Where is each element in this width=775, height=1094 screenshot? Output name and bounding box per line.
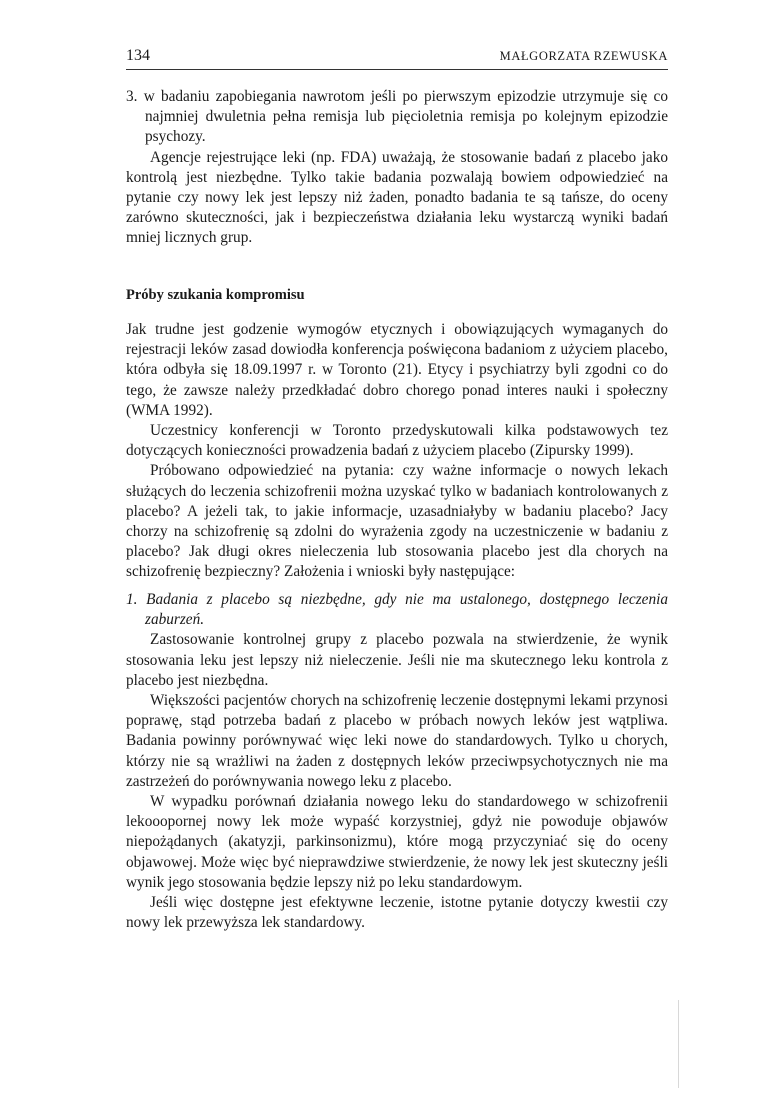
text-block-section [126,320,668,583]
text-block-opening [126,87,668,249]
paragraph-participants: Uczestnicy konferencji w Toronto przedyskutowali kilka podstawowych tez dotyczących konieczności prowadzenia badań z użyciem placebo (Zipursky 1999). [126,422,668,460]
list-item-3: 3. w badaniu zapobiegania nawrotom jeśli po pierwszym epizodzie utrzymuje się co najmniej dwuletnia pełna remisja lub pięcioletnia remisja po kolejnym epizodzie psychozy. [126,88,668,146]
point-1-title: 1. Badania z placebo są niezbędne, gdy nie ma ustalonego, dostępnego leczenia zaburzeń. [126,591,668,629]
page-number: 134 [126,47,150,64]
paragraph-comparisons: W wypadku porównań działania nowego leku do standardowego w schizofrenii lekooopornej nowy lek może wypaść korzystniej, gdyż nie powoduje objawów niepożądanych (akatyzji, parkinsonizmu), które mogą przyczyniać się do oceny objawowej. Może więc być nieprawdziwe stwierdzenie, że nowy lek jest skuteczny jeśli wynik jego stosowania będzie lepszy niż po leku standardowym. [126,793,668,891]
text-block-point-1 [126,590,668,933]
paragraph-questions: Próbowano odpowiedzieć na pytania: czy ważne informacje o nowych lekach służących do leczenia schizofrenii można uzyskać tylko w badaniach kontrolowanych z placebo? A jeżeli tak, to jakie informacje, uzasadniałyby w badaniu placebo? Jacy chorzy na schizofrenię są zdolni do wyrażenia zgody na uczestniczenie w badaniu z placebo? Jak długi okres nieleczenia lub stosowania placebo jest dla chorych na schizofrenię bezpieczny? Założenia i wnioski były następujące: [126,462,668,581]
page-header [126,47,668,70]
scan-artifact-line [678,1000,679,1088]
paragraph-majority: Większości pacjentów chorych na schizofrenię leczenie dostępnymi lekami przynosi poprawę, stąd potrzeba badań z placebo w próbach nowych leków jest wątpliwa. Badania powinny porównywać więc leki nowe do standardowych. Tylko u chorych, którzy nie są wrażliwi na żaden z dostępnych leków przeciwpsychotycznych nie ma zastrzeżeń do porównywania nowego leku z placebo. [126,692,668,790]
paragraph-conference: Jak trudne jest godzenie wymogów etycznych i obowiązujących wymaganych do rejestracji leków zasad dowiodła konferencja poświęcona badaniom z użyciem placebo, która odbyła się 18.09.1997 r. w Toronto (21). Etycy i psychiatrzy byli zgodni co do tego, że zawsze należy przedkładać dobro chorego ponad interes nauki i społeczny (WMA 1992). [126,321,668,419]
paragraph-control-group: Zastosowanie kontrolnej grupy z placebo pozwala na stwierdzenie, że wynik stosowania leku jest lepszy niż nieleczenie. Jeśli nie ma skutecznego leku kontrola z placebo jest niezbędna. [126,631,668,689]
paragraph-conclusion: Jeśli więc dostępne jest efektywne leczenie, istotne pytanie dotyczy kwestii czy nowy lek przewyższa lek standardowy. [126,894,668,932]
paragraph-agencies: Agencje rejestrujące leki (np. FDA) uważają, że stosowanie badań z placebo jako kontrolą jest niezbędne. Tylko takie badania pozwalają bowiem odpowiedzieć na pytanie czy nowy lek jest lepszy niż żaden, ponadto badania te są tańsze, do oceny zarówno skuteczności, jak i bezpieczeństwa działania leku wystarczą wyniki badań mniej licznych grup. [126,148,668,247]
running-head: MAŁGORZATA RZEWUSKA [499,49,668,63]
section-heading: Próby szukania kompromisu [126,287,305,303]
